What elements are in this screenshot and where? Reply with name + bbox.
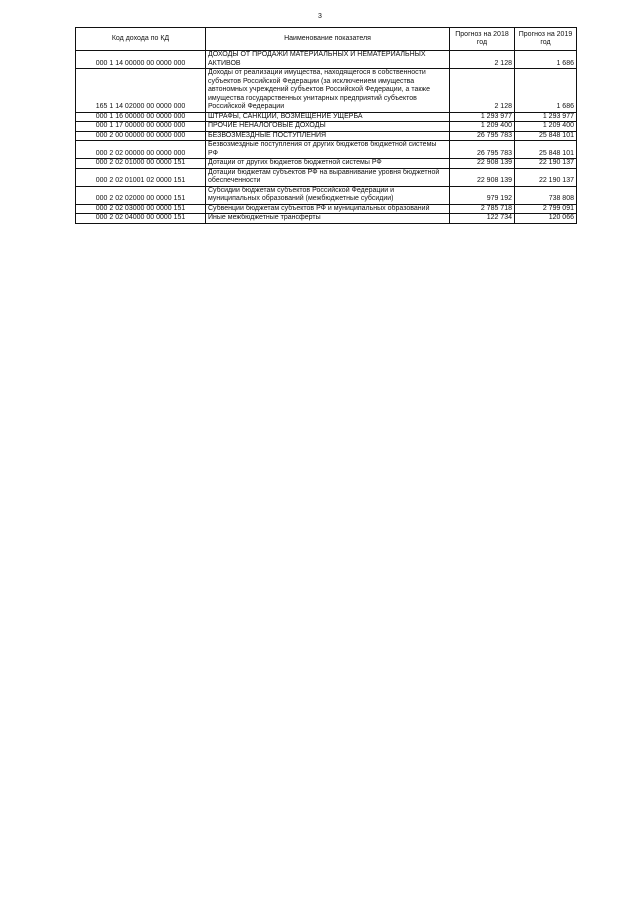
row-code: 000 2 02 04000 00 0000 151 bbox=[76, 214, 206, 224]
table-header-row bbox=[76, 28, 577, 51]
table-row bbox=[76, 204, 577, 214]
row-name: Доходы от реализации имущества, находящегося в собственности субъектов Российской Федерации (за исключением имущества автономных учреждений субъектов Российской Федерации, а также имущества государственных унитарных предприятий субъектов Российской Федерации bbox=[206, 69, 450, 113]
row-forecast-2019: 120 066 bbox=[515, 214, 577, 224]
row-forecast-2019: 2 799 091 bbox=[515, 204, 577, 214]
row-forecast-2018: 122 734 bbox=[450, 214, 515, 224]
table-row bbox=[76, 141, 577, 159]
row-forecast-2019: 1 686 bbox=[515, 51, 577, 69]
row-name: Дотации бюджетам субъектов РФ на выравнивание уровня бюджетной обеспеченности bbox=[206, 168, 450, 186]
row-code: 000 2 02 01000 00 0000 151 bbox=[76, 159, 206, 169]
table-row bbox=[76, 112, 577, 122]
row-forecast-2019: 1 209 400 bbox=[515, 122, 577, 132]
row-forecast-2018: 26 795 783 bbox=[450, 141, 515, 159]
row-code: 000 2 02 03000 00 0000 151 bbox=[76, 204, 206, 214]
row-forecast-2019: 738 808 bbox=[515, 186, 577, 204]
header-forecast-2019: Прогноз на 2019 год bbox=[515, 28, 577, 51]
row-forecast-2019: 22 190 137 bbox=[515, 159, 577, 169]
row-forecast-2018: 1 293 977 bbox=[450, 112, 515, 122]
row-code: 165 1 14 02000 00 0000 000 bbox=[76, 69, 206, 113]
header-code: Код дохода по КД bbox=[76, 28, 206, 51]
row-code: 000 1 17 00000 00 0000 000 bbox=[76, 122, 206, 132]
row-code: 000 2 02 00000 00 0000 000 bbox=[76, 141, 206, 159]
row-code: 000 2 02 02000 00 0000 151 bbox=[76, 186, 206, 204]
row-name: Иные межбюджетные трансферты bbox=[206, 214, 450, 224]
row-forecast-2018: 22 908 139 bbox=[450, 159, 515, 169]
row-forecast-2019: 22 190 137 bbox=[515, 168, 577, 186]
row-forecast-2018: 26 795 783 bbox=[450, 131, 515, 141]
table-row bbox=[76, 51, 577, 69]
row-name: Субсидии бюджетам субъектов Российской Федерации и муниципальных образований (межбюджетные субсидии) bbox=[206, 186, 450, 204]
table-row bbox=[76, 159, 577, 169]
row-forecast-2019: 25 848 101 bbox=[515, 141, 577, 159]
revenue-forecast-table bbox=[75, 27, 577, 224]
row-name: ДОХОДЫ ОТ ПРОДАЖИ МАТЕРИАЛЬНЫХ И НЕМАТЕРИАЛЬНЫХ АКТИВОВ bbox=[206, 51, 450, 69]
page-number: 3 bbox=[318, 13, 322, 20]
row-forecast-2018: 2 785 718 bbox=[450, 204, 515, 214]
row-code: 000 1 16 00000 00 0000 000 bbox=[76, 112, 206, 122]
table-row bbox=[76, 131, 577, 141]
row-code: 000 1 14 00000 00 0000 000 bbox=[76, 51, 206, 69]
row-name: Безвозмездные поступления от других бюджетов бюджетной системы РФ bbox=[206, 141, 450, 159]
row-code: 000 2 00 00000 00 0000 000 bbox=[76, 131, 206, 141]
row-forecast-2018: 979 192 bbox=[450, 186, 515, 204]
row-name: Дотации от других бюджетов бюджетной системы РФ bbox=[206, 159, 450, 169]
header-name: Наименование показателя bbox=[206, 28, 450, 51]
table-row bbox=[76, 214, 577, 224]
row-name: ПРОЧИЕ НЕНАЛОГОВЫЕ ДОХОДЫ bbox=[206, 122, 450, 132]
row-code: 000 2 02 01001 02 0000 151 bbox=[76, 168, 206, 186]
row-forecast-2018: 22 908 139 bbox=[450, 168, 515, 186]
table-row bbox=[76, 122, 577, 132]
table-row bbox=[76, 69, 577, 113]
row-forecast-2019: 1 686 bbox=[515, 69, 577, 113]
row-forecast-2018: 2 128 bbox=[450, 51, 515, 69]
row-forecast-2019: 25 848 101 bbox=[515, 131, 577, 141]
row-name: БЕЗВОЗМЕЗДНЫЕ ПОСТУПЛЕНИЯ bbox=[206, 131, 450, 141]
row-forecast-2018: 2 128 bbox=[450, 69, 515, 113]
header-forecast-2018: Прогноз на 2018 год bbox=[450, 28, 515, 51]
row-forecast-2019: 1 293 977 bbox=[515, 112, 577, 122]
table-row bbox=[76, 186, 577, 204]
table-row bbox=[76, 168, 577, 186]
row-name: Субвенции бюджетам субъектов РФ и муниципальных образований bbox=[206, 204, 450, 214]
row-name: ШТРАФЫ, САНКЦИИ, ВОЗМЕЩЕНИЕ УЩЕРБА bbox=[206, 112, 450, 122]
row-forecast-2018: 1 209 400 bbox=[450, 122, 515, 132]
